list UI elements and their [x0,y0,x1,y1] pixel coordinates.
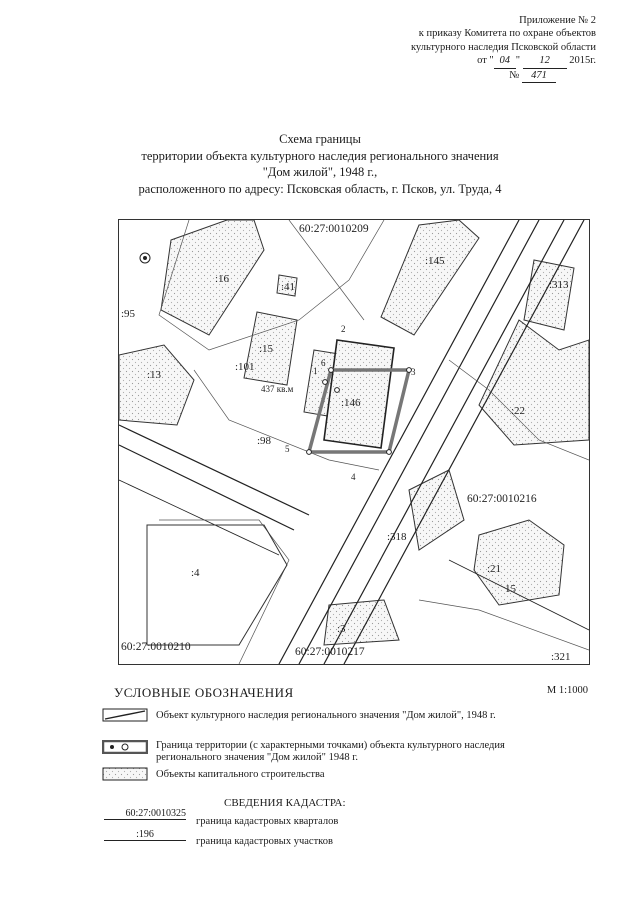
parcel-label-95: :95 [121,308,136,320]
scheme-title [100,131,540,197]
parcel-label-3: :3 [337,623,346,635]
annex-month: 12 [523,54,567,68]
parcel-label-21: :21 [487,563,502,575]
boundary-point-2 [329,368,334,373]
legend-heading: УСЛОВНЫЕ ОБОЗНАЧЕНИЯ [114,685,294,700]
annex-order-line: к приказу Комитета по охране объектов [418,28,596,40]
legend-swatch-buildings [102,767,148,781]
building-3 [324,600,399,645]
point-label-1: 1 [313,366,318,376]
title-line-4: расположенного по адресу: Псковская область, г. Псков, ул. Труда, 4 [138,181,502,196]
point-label-5: 5 [285,444,290,454]
parcel-4 [147,525,287,645]
parcel-label-15b: 15 [505,583,516,595]
legend-swatch-boundary [102,740,148,754]
annex-number-value: 471 [522,69,556,83]
parcel-label-4: :4 [191,567,200,579]
annex-header [336,14,596,83]
parcel-label-41: :41 [281,281,296,293]
boundary-point-5 [307,450,312,455]
building-16 [161,220,264,335]
cadastral-map [118,219,590,665]
title-line-3: "Дом жилой", 1948 г., [262,165,378,179]
parcel-label-22: :22 [511,405,526,417]
point-label-3: 3 [411,367,416,377]
quarter-label-0010217: 60:27:0010217 [295,646,365,658]
point-label-6: 6 [321,358,326,368]
quarter-label-0010216: 60:27:0010216 [467,493,537,505]
annex-day: 04 [494,54,516,68]
legend-item-boundary [156,740,588,764]
cadastre-quarter-text: граница кадастровых кварталов [196,816,339,827]
point-label-4: 4 [351,472,356,482]
building-313 [524,260,574,330]
cadastre-heading: СВЕДЕНИЯ КАДАСТРА: [224,797,346,809]
building-145 [381,220,479,335]
parcel-label-321: :321 [551,651,571,663]
scale-label: М 1:1000 [546,685,588,696]
quarter-label-0010209: 60:27:0010209 [299,223,369,235]
parcel-label-313: :313 [549,279,569,291]
legend-item-object: Объект культурного наследия регионального значения "Дом жилой", 1948 г. [156,710,496,721]
parcel-label-15: :15 [259,343,274,355]
parcel-label-13: :13 [147,369,162,381]
parcel-label-16: :16 [215,273,230,285]
boundary-point-6 [335,388,340,393]
annex-committee-line: культурного наследия Псковской области [410,41,596,53]
parcel-label-101: :101 [235,361,255,373]
boundary-point-1 [323,380,328,385]
legend-swatch-object [102,708,148,722]
annex-title: Приложение № 2 [519,15,596,26]
annex-date: от " 04 " 12 2015г. [336,54,596,68]
boundary-point-4 [387,450,392,455]
area-label: 437 кв.м [261,384,294,394]
map-svg [119,220,589,664]
legend-item-buildings: Объекты капитального строительства [156,769,325,780]
quarter-label-0010210: 60:27:0010210 [121,641,191,653]
triangulation-icon [140,253,150,263]
parcel-label-145: :145 [425,255,445,267]
annex-number: № 471 [336,69,596,83]
cadastre-parcel-text: граница кадастровых участков [196,836,333,847]
parcel-label-146: :146 [341,397,361,409]
point-label-2: 2 [341,324,346,334]
heritage-object [324,340,394,448]
title-line-1: Схема границы [279,132,361,146]
title-line-2: территории объекта культурного наследия регионального значения [141,148,499,163]
legend-item-boundary-line1: Граница территории (с характерными точками) объекта культурного наследия [156,740,505,751]
building-13 [119,345,194,425]
cadastre-quarter-sample: 60:27:0010325 [104,808,186,820]
parcel-label-98: :98 [257,435,272,447]
legend-item-boundary-line2: регионального значения "Дом жилой" 1948 г. [156,752,358,763]
cadastre-parcel-sample: :196 [104,829,186,841]
parcel-label-318: :318 [387,531,407,543]
annex-year: 2015 [569,55,591,67]
building-318 [409,470,464,550]
